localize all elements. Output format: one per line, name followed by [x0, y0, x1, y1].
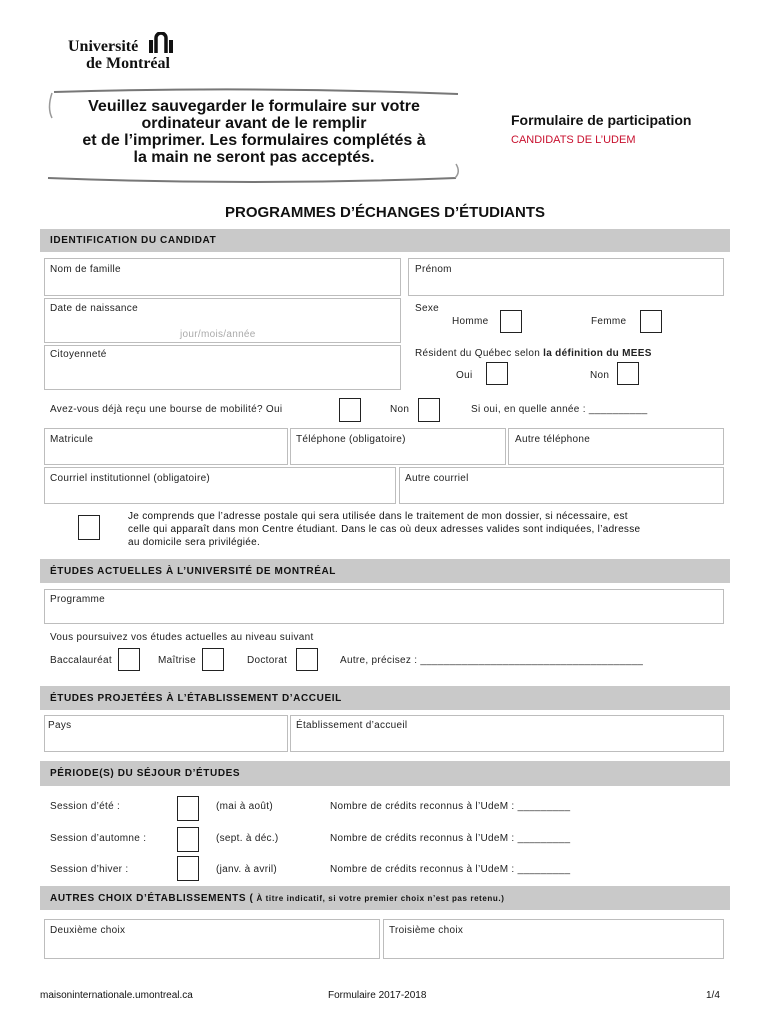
femme-label: Femme	[591, 316, 627, 327]
troisieme-choix-label: Troisième choix	[389, 925, 464, 936]
bourse-annee-label: Si oui, en quelle année : __________	[471, 404, 648, 415]
resident-non-label: Non	[590, 370, 610, 381]
resident-oui-checkbox[interactable]	[486, 362, 508, 385]
logo-line2: de Montréal	[86, 55, 170, 72]
section-autres-choix	[40, 886, 730, 910]
session-ete-dates: (mai à août)	[216, 801, 273, 812]
homme-label: Homme	[452, 316, 489, 327]
prenom-label: Prénom	[415, 264, 452, 275]
resident-definition: la définition du MEES	[543, 348, 652, 359]
autre-niveau-label: Autre, précisez : ______________________________________	[340, 655, 644, 666]
logo-line1: Université	[68, 38, 139, 55]
doctorat-label: Doctorat	[247, 655, 288, 666]
footer-form: Formulaire 2017-2018	[328, 990, 427, 1001]
nom-label: Nom de famille	[50, 264, 121, 275]
logo-emblem-icon	[148, 32, 174, 54]
session-ete-label: Session d’été :	[50, 801, 121, 812]
telephone-label: Téléphone (obligatoire)	[296, 434, 406, 445]
autres-choix-heading: AUTRES CHOIX D’ÉTABLISSEMENTS (	[50, 892, 254, 904]
bourse-question: Avez-vous déjà reçu une bourse de mobilité? Oui	[50, 404, 283, 415]
section-etudes-projetees: ÉTUDES PROJETÉES À L’ÉTABLISSEMENT D’ACCUEIL	[40, 686, 730, 710]
university-logo	[68, 38, 180, 74]
etablissement-label: Établissement d’accueil	[296, 720, 408, 731]
footer-page: 1/4	[706, 990, 720, 1001]
warning-line2: ordinateur avant de le remplir	[141, 115, 367, 132]
pays-label: Pays	[48, 720, 72, 731]
courriel-label: Courriel institutionnel (obligatoire)	[50, 473, 211, 484]
warning-line4: la main ne seront pas acceptés.	[133, 149, 375, 166]
form-title: Formulaire de participation	[511, 112, 692, 128]
resident-non-checkbox[interactable]	[617, 362, 639, 385]
bac-checkbox[interactable]	[118, 648, 140, 671]
consent-text	[128, 510, 640, 549]
programme-label: Programme	[50, 594, 105, 605]
session-automne-credits: Nombre de crédits reconnus à l’UdeM : _________	[330, 833, 571, 844]
consent-line2: celle qui apparaît dans mon Centre étudiant. Dans le cas où deux adresses valides sont indiquées, l’adresse	[128, 524, 641, 535]
bourse-non-checkbox[interactable]	[418, 398, 440, 422]
autres-choix-note: À titre indicatif, si votre premier choix n’est pas retenu.)	[256, 893, 505, 903]
session-hiver-label: Session d’hiver :	[50, 864, 129, 875]
session-ete-checkbox[interactable]	[177, 796, 199, 821]
maitrise-label: Maîtrise	[158, 655, 196, 666]
resident-text: Résident du Québec selon	[415, 348, 541, 359]
autre-telephone-label: Autre téléphone	[515, 434, 591, 445]
doctorat-checkbox[interactable]	[296, 648, 318, 671]
date-naissance-label: Date de naissance	[50, 303, 138, 314]
session-hiver-dates: (janv. à avril)	[216, 864, 277, 875]
date-placeholder: jour/mois/année	[180, 329, 256, 340]
niveau-label: Vous poursuivez vos études actuelles au niveau suivant	[50, 632, 314, 643]
prenom-field[interactable]	[408, 258, 724, 296]
bourse-oui-checkbox[interactable]	[339, 398, 361, 422]
session-ete-credits: Nombre de crédits reconnus à l’UdeM : _________	[330, 801, 571, 812]
session-automne-checkbox[interactable]	[177, 827, 199, 852]
section-etudes-actuelles: ÉTUDES ACTUELLES À L’UNIVERSITÉ DE MONTRÉAL	[40, 559, 730, 583]
bourse-non-label: Non	[390, 404, 410, 415]
femme-checkbox[interactable]	[640, 310, 662, 333]
bac-label: Baccalauréat	[50, 655, 112, 666]
autre-courriel-label: Autre courriel	[405, 473, 469, 484]
section-identification: IDENTIFICATION DU CANDIDAT	[40, 229, 730, 252]
warning-line1: Veuillez sauvegarder le formulaire sur votre	[88, 98, 420, 115]
footer-site: maisoninternationale.umontreal.ca	[40, 990, 193, 1001]
citoyennete-label: Citoyenneté	[50, 349, 107, 360]
sexe-label: Sexe	[415, 303, 439, 314]
consent-line3: au domicile sera privilégiée.	[128, 537, 261, 548]
pays-field[interactable]	[44, 715, 288, 752]
section-periode: PÉRIODE(S) DU SÉJOUR D’ÉTUDES	[40, 761, 730, 786]
maitrise-checkbox[interactable]	[202, 648, 224, 671]
programme-field[interactable]	[44, 589, 724, 624]
session-hiver-checkbox[interactable]	[177, 856, 199, 881]
page-title: PROGRAMMES D’ÉCHANGES D’ÉTUDIANTS	[224, 204, 546, 221]
homme-checkbox[interactable]	[500, 310, 522, 333]
warning-line3: et de l’imprimer. Les formulaires complétés à	[82, 132, 426, 149]
session-automne-dates: (sept. à déc.)	[216, 833, 279, 844]
resident-label	[415, 348, 652, 359]
session-automne-label: Session d’automne :	[50, 833, 147, 844]
session-hiver-credits: Nombre de crédits reconnus à l’UdeM : _________	[330, 864, 571, 875]
consent-line1: Je comprends que l’adresse postale qui sera utilisée dans le traitement de mon dossier, si nécessaire, est	[128, 511, 628, 522]
warning-box	[46, 88, 462, 184]
consent-checkbox[interactable]	[78, 515, 100, 540]
form-subtitle: CANDIDATS DE L’UDEM	[511, 134, 636, 146]
resident-oui-label: Oui	[456, 370, 473, 381]
deuxieme-choix-label: Deuxième choix	[50, 925, 126, 936]
matricule-label: Matricule	[50, 434, 94, 445]
